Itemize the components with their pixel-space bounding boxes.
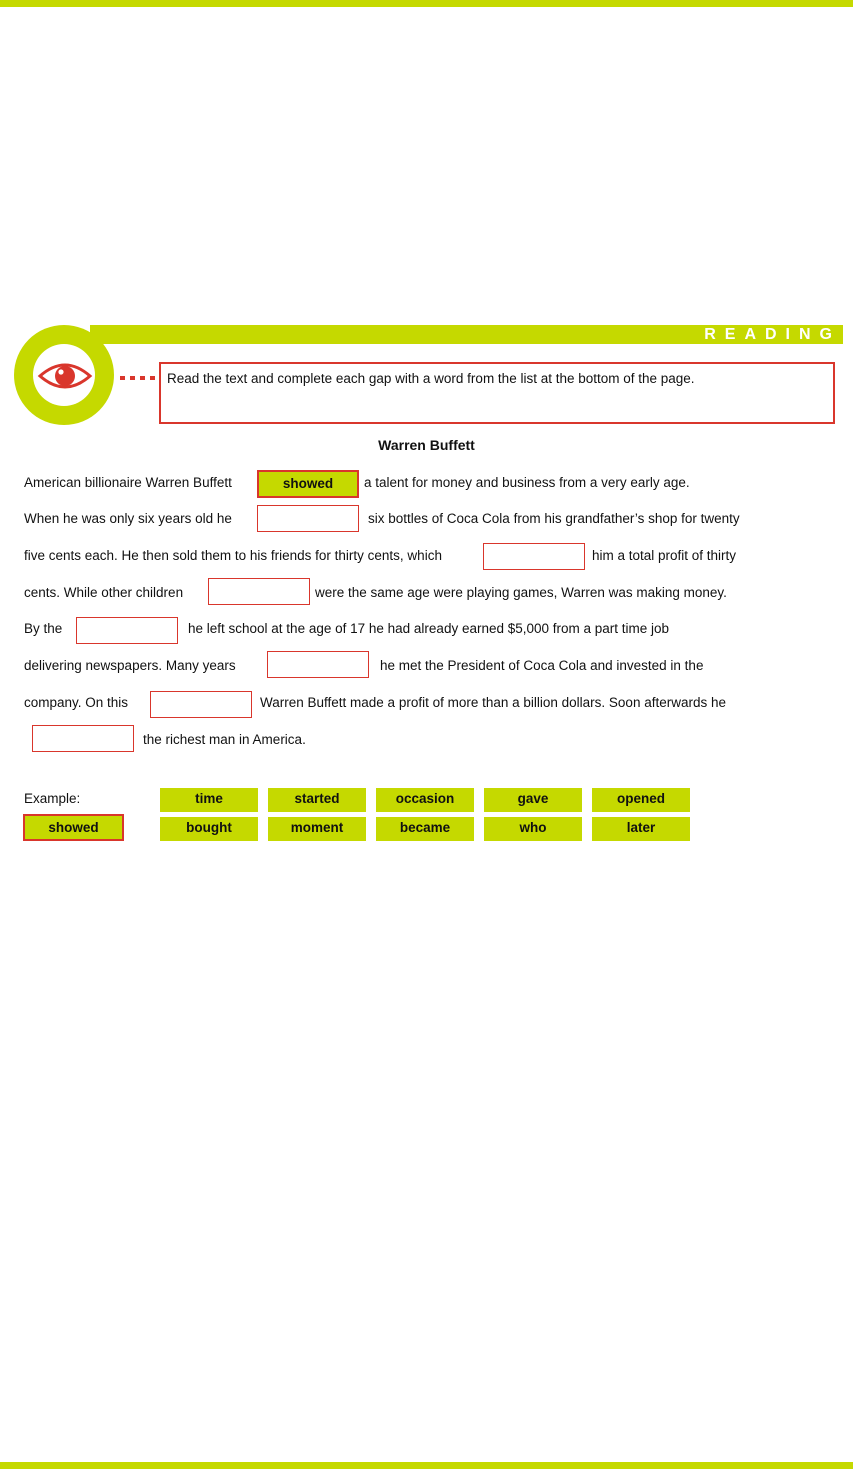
bottom-accent-bar	[0, 1462, 853, 1469]
word-chip-moment[interactable]: moment	[268, 817, 366, 841]
text-line-7a: company. On this	[24, 695, 129, 710]
text-line-8b: the richest man in America.	[143, 732, 306, 747]
page-title: Warren Buffett	[378, 437, 475, 453]
word-chip-bought[interactable]: bought	[160, 817, 258, 841]
word-chip-became[interactable]: became	[376, 817, 474, 841]
text-line-3a: five cents each. He then sold them to his friends for thirty cents, which	[24, 548, 442, 563]
text-line-5a: By the	[24, 621, 63, 636]
text-line-7b: Warren Buffett made a profit of more than a billion dollars. Soon afterwards he	[260, 695, 726, 710]
text-line-1a: American billionaire Warren Buffett	[24, 475, 232, 490]
text-line-4a: cents. While other children	[24, 585, 184, 600]
word-chip-who[interactable]: who	[484, 817, 582, 841]
gap-5[interactable]	[267, 651, 369, 678]
instruction-text: Read the text and complete each gap with a word from the list at the bottom of the page.	[167, 371, 695, 386]
gap-7[interactable]	[32, 725, 134, 752]
top-accent-bar	[0, 0, 853, 7]
section-label: READING	[704, 326, 841, 343]
gap-3[interactable]	[208, 578, 310, 605]
text-line-2b: six bottles of Coca Cola from his grandfather’s shop for twenty	[368, 511, 740, 526]
gap-4[interactable]	[76, 617, 178, 644]
eye-icon	[37, 360, 93, 392]
text-line-1b: a talent for money and business from a very early age.	[364, 475, 690, 490]
text-line-6a: delivering newspapers. Many years	[24, 658, 236, 673]
word-chip-occasion[interactable]: occasion	[376, 788, 474, 812]
text-line-5b: he left school at the age of 17 he had already earned $5,000 from a part time job	[188, 621, 670, 636]
text-line-4b: were the same age were playing games, Warren was making money.	[315, 585, 727, 600]
text-line-6b: he met the President of Coca Cola and invested in the	[380, 658, 704, 673]
gap-6[interactable]	[150, 691, 252, 718]
word-chip-started[interactable]: started	[268, 788, 366, 812]
word-chip-gave[interactable]: gave	[484, 788, 582, 812]
gap-2[interactable]	[483, 543, 585, 570]
example-word-chip: showed	[23, 814, 124, 841]
gap-example: showed	[257, 470, 359, 498]
word-chip-later[interactable]: later	[592, 817, 690, 841]
gap-1[interactable]	[257, 505, 359, 532]
example-label: Example:	[24, 791, 81, 806]
text-line-3b: him a total profit of thirty	[592, 548, 737, 563]
text-line-2a: When he was only six years old he	[24, 511, 232, 526]
instruction-box	[159, 362, 835, 424]
connector-dots	[120, 376, 158, 380]
word-chip-time[interactable]: time	[160, 788, 258, 812]
word-chip-opened[interactable]: opened	[592, 788, 690, 812]
